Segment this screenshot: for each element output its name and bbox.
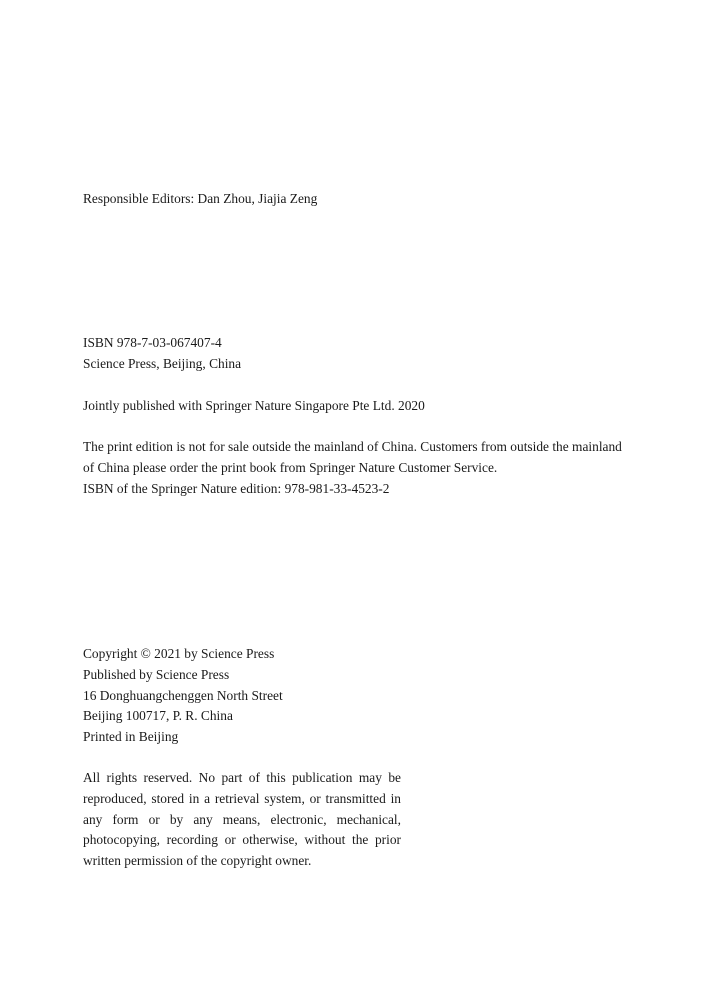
publisher-city: Beijing 100717, P. R. China — [83, 708, 233, 724]
copyright-block — [83, 644, 283, 748]
printed-in: Printed in Beijing — [83, 729, 179, 745]
springer-isbn: ISBN of the Springer Nature edition: 978-981-33-4523-2 — [83, 480, 390, 496]
joint-publication: Jointly published with Springer Nature Singapore Pte Ltd. 2020 — [83, 398, 425, 413]
published-by: Published by Science Press — [83, 666, 230, 682]
joint-publication-block — [83, 396, 425, 417]
rights-reserved-paragraph: All rights reserved. No part of this publication may be reproduced, stored in a retrieval system, or transmitted in any form or by any means, electronic, mechanical, photocopying, recording or otherwise, without the prior written permission of the copyright owner. — [83, 770, 401, 869]
isbn: ISBN 978-7-03-067407-4 — [83, 335, 222, 350]
edition-notice-line-1: The print edition is not for sale outside the mainland of China. Customers from outside the mainland — [83, 439, 622, 454]
edition-notice-block — [83, 437, 643, 499]
copyright-notice: Copyright © 2021 by Science Press — [83, 646, 275, 661]
publisher-line: Science Press, Beijing, China — [83, 355, 242, 371]
edition-notice-line-2: of China please order the print book from Springer Nature Customer Service. — [83, 459, 498, 475]
responsible-editors: Responsible Editors: Dan Zhou, Jiajia Zeng — [83, 191, 318, 206]
isbn-block — [83, 333, 241, 375]
publisher-street: 16 Donghuangchenggen North Street — [83, 687, 283, 703]
responsible-editors-block — [83, 189, 317, 210]
